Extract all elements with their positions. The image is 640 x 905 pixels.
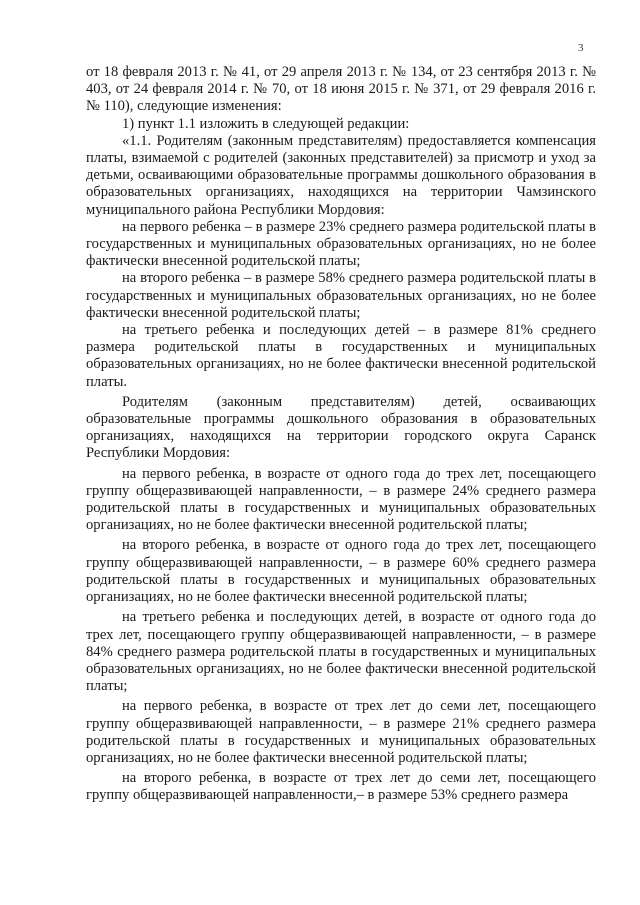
document-body (86, 64, 596, 805)
paragraph-saransk-second-child-1-3: на второго ребенка, в возрасте от одного года до трех лет, посещающего группу общеразвивающей направленности, – в размере 60% среднего размера родительской платы в государственных и муниципальных образовательных организациях, но не более фактически внесенной родительской платы; (86, 537, 596, 606)
paragraph-amendment-list: от 18 февраля 2013 г. № 41, от 29 апреля 2013 г. № 134, от 23 сентября 2013 г. № 403, от 24 февраля 2014 г. № 70, от 18 июня 2015 г. № 371, от 29 февраля 2016 г. № 110), следующие изменения: (86, 64, 596, 115)
paragraph-saransk-second-child-3-7: на второго ребенка, в возрасте от трех лет до семи лет, посещающего группу общеразвивающей направленности,– в размере 53% среднего размера (86, 770, 596, 804)
paragraph-saransk-intro: Родителям (законным представителям) детей, осваивающих образовательные программы дошкольного образования в образовательных организациях, находящихся на территории городского округа Саранск Республики Мордовия: (86, 393, 596, 462)
paragraph-saransk-third-child-1-3: на третьего ребенка и последующих детей, в возрасте от одного года до трех лет, посещающего группу общеразвивающей направленности, – в размере 84% среднего размера родительской платы в государственных и муниципальных образовательных организациях, но не более фактически внесенной родительской платы; (86, 609, 596, 695)
paragraph-item-1: 1) пункт 1.1 изложить в следующей редакции: (122, 115, 410, 132)
paragraph-chamzinsky-first-child: на первого ребенка – в размере 23% среднего размера родительской платы в государственных и муниципальных образовательных организациях, но не более фактически внесенной родительской платы; (86, 218, 596, 270)
paragraph-clause-1-1: «1.1. Родителям (законным представителям) предоставляется компенсация платы, взимаемой с родителей (законных представителей) за присмотр и уход за детьми, осваивающими образовательные программы дошкольного образования в образовательных организациях, находящихся на территории Чамзинского муниципального района Республики Мордовия: (86, 132, 596, 218)
page-number: 3 (578, 42, 584, 54)
paragraph-saransk-first-child-3-7: на первого ребенка, в возрасте от трех лет до семи лет, посещающего группу общеразвивающей направленности, – в размере 21% среднего размера родительской платы в государственных и муниципальных образовательных организациях, но не более фактически внесенной родительской платы; (86, 698, 596, 766)
paragraph-chamzinsky-third-child: на третьего ребенка и последующих детей – в размере 81% среднего размера родительской платы в государственных и муниципальных образовательных организациях, но не более фактически внесенной родительской платы. (86, 322, 596, 390)
paragraph-saransk-first-child-1-3: на первого ребенка, в возрасте от одного года до трех лет, посещающего группу общеразвивающей направленности, – в размере 24% среднего размера родительской платы в государственных и муниципальных образовательных организациях, но не более фактически внесенной родительской платы; (86, 465, 596, 534)
paragraph-chamzinsky-second-child: на второго ребенка – в размере 58% среднего размера родительской платы в государственных и муниципальных образовательных организациях, но не более фактически внесенной родительской платы; (86, 270, 596, 321)
